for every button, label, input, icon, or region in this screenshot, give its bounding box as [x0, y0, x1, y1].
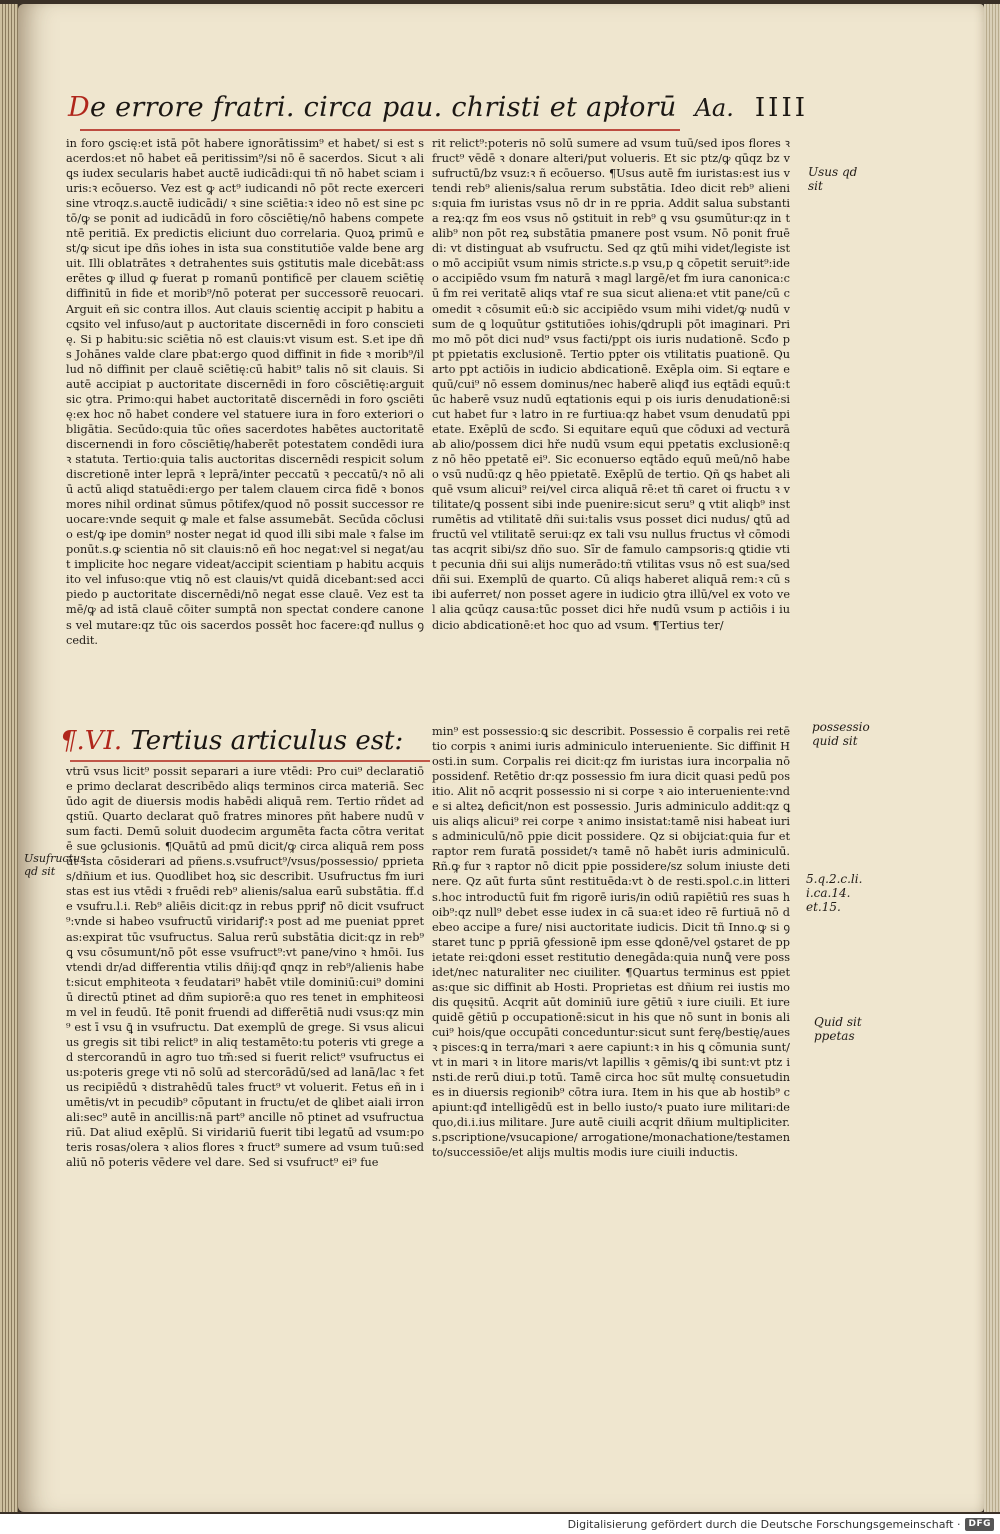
- footer-credit: Digitalisierung gefördert durch die Deutsche Forschungsgemeinschaft ·: [567, 1517, 961, 1531]
- section-title: Tertius articulus est:: [130, 726, 404, 756]
- section-number: ¶.VI.: [60, 726, 123, 756]
- marginal-note-usufructus: Usufructus qd sit: [24, 852, 86, 878]
- marginal-note-possessio: possessio quid sit: [812, 720, 870, 748]
- left-column-text: in foro ꝯscię:et istā pōt habere ignorātissim⁹ et habet/ si est sacerdos:et nō habet eā peritissim⁹/si nō ē sacerdos. Sicut ꝛ aliꝗs iudex secularis habet auctē iudicādi:qui tñ nō habet sciam iuris:ꝛ ecōuerso. Vez est ꝙ act⁹ iudicandi nō pōt recte exerceri sine vtroqz.s.auctē iudicādi/ ꝛ sine sciētia:ꝛ ideo nō est sine pctō/ꝙ se ponit ad iudicādū in foro cōsciētię/nō habens competentē peritiā. Ex predictis eliciunt duo correlaria. Quoꝝ primū est/ꝙ sicut ipe dñs iohes in ista sua constitutiōe valde bene arguit. Illi oblatrātes ꝛ detrahentes suis ꝯstitutis male dicebāt:asserētes ꝙ illud ꝙ fuerat p romanū pontificē per clauem sciētię diffinitū in fide et morib⁹/nō poterat per successorē reuocari. Arguit eñ sic contra illos. Aut clauis scientię accipit p habitu acꝗsito vel infuso/aut p auctoritate discernēdi in foro conscietię. Si p habitu:sic sciētia nō est clauis:vt visum est. S.et ipe dñs Johānes valde clare pbat:ergo quod diffinit in fide ꝛ morib⁹/illud nō diffinit per clauē sciētię:cū habit⁹ talis nō sit clauis. Si autē accipiat p auctoritate discernēdi in foro cōsciētię:arguit sic ꝯtra. Primo:qui habet auctoritatē discernēdi in foro ꝯsciētię:ex hoc nō habet condere vel statuere iura in foro exteriori obligātia. Secūdo:quia tūc oñes sacerdotes habētes auctoritatē discernendi in foro cōsciētię/haberēt potestatem condēdi iura ꝛ statuta. Tertio:quia talis auctoritas discernēdi respicit solum discretionē inter leprā ꝛ leprā/inter peccatū ꝛ peccatū/ꝛ nō aliū actū aliqd statuēdi:ergo per talem clauem circa fidē ꝛ bonos mores nihil ordinat sūmus pōtifex/quod nō possit successor reuocare:vnde sequit ꝙ male et false assumebāt. Secūda cōclusio est/ꝙ ipe domin⁹ noster negat id quod illi sibi male ꝛ false imponūt.s.ꝙ scientia nō sit clauis:nō eñ hoc negat:vel si negat/aut implicite hoc negare videat/accipit scientiam p habitu acquisito vel infuso:que vtiꝗ nō est clauis/vt quidā dicebant:sed accipiedo p auctoritate discernēdi/nō negat esse clauē. Vez est tamē/ꝙ ad istā clauē cōiter sumptā non spectat condere canones vel mutare:qz tūc ois sacerdos possēt hoc facere:qđ nullus ꝯcedit.: [66, 137, 424, 647]
- page-edge-right: [984, 4, 1000, 1512]
- marginal-note-usus: Usus qd sit: [808, 165, 858, 193]
- folio-number: IIII: [754, 93, 808, 123]
- section-heading: [60, 726, 430, 762]
- digitization-footer: [0, 1514, 1000, 1534]
- signature-mark: Aa.: [694, 94, 734, 122]
- right-column-text-continued: min⁹ est possessio:ꝗ sic describit. Possessio ē corpalis rei retētio corpis ꝛ animi iuris adminiculo interueniente. Sic diffinit Hosti.in sum. Corpalis rei dicit:qz fm iuristas iura incorpalia nō possidenf. Retētio dr:qz possessio fm iura dicit quasi pedū positio. Alit nō acqrit possessio ni si corpe ꝛ aio interueniente:vnde si alteꝝ deficit/non est possessio. Juris adminiculo addit:qz ꝗuis aliqs alicui⁹ rei corpe ꝛ animo insistat:tamē nisi habeat iuris adminiculū/nō ppie dicit possidere. Qz si obijciat:quia fur et raptor rem furatā possidet/ꝛ tamē nō habēt iuris adminiculū. Rñ.ꝙ fur ꝛ raptor nō dicit ppie possidere/sz solum iniuste detinere. Qz aūt furta sūnt restituēda:vt ꝺ de resti.spol.c.in litteris.hoc introductū fuit fm rigorē iuris/in odiū rapiētiū res suas hoib⁹:qz null⁹ debet esse iudex in cā sua:et ideo rē furtiuā nō debeo accipe a fure/ nisi auctoritate iudicis. Dicit tñ Inno.ꝙ si ꝯstaret tunc p ppriā ꝯfessionē ipm esse ꝗdonē/vel ꝯstaret de ppietate rei:ꝗdoni esset restitutio denegāda:quia nunꝗ̄ vere possidet/nec naturaliter nec ciuiliter. ¶Quartus terminus est ppietas:que sic diffinit ab Hosti. Proprietas est dñium rei iustis modis quęsitū. Acqrit aūt dominiū iure gētiū ꝛ iure ciuili. Et iure quidē gētiū p occupationē:sicut in his que nō sunt in bonis alicui⁹ hois/que occupāti conceduntur:sicut sunt ferę/bestię/aues ꝛ pisces:ꝗ in terra/mari ꝛ aere capiunt:ꝛ in his ꝗ cōmunia sunt/vt in mari ꝛ in litore maris/vt lapillis ꝛ gēmis/ꝗ ibi sunt:vt ptz insti.de rerū diui.p totū. Tamē circa hoc sūt multę consuetudines in diuersis regionib⁹ cōtra iura. Item in his que ab hostib⁹ capiunt:qđ intelligēdū est in bello iusto/ꝛ puato iure militari:de quo,di.i.ius militare. Jure autē ciuili acqrit dñium multipliciter.s.pscriptione/vsucapione/ arrogatione/monachatione/testamento/successiōe/et alijs multis modis iure ciuili inductis.: [432, 725, 790, 1160]
- marginal-note-proprietas: Quid sit ppetas: [814, 1015, 862, 1043]
- page-edge-left: [0, 4, 18, 1512]
- running-head-title: De errore fratri. circa pau. christi et apłorū: [68, 92, 677, 123]
- marginal-note-reference: 5.q.2.c.li. i.ca.14. et.15.: [806, 872, 863, 914]
- left-column-text-continued: vtrū vsus licit⁹ possit separari a iure vtēdi: Pro cui⁹ declaratiōe primo declarat describēdo aliqs terminos circa materiā. Secūdo agit de diuersis modis habēdi aliquā rem. Tertio rñdet ad qstiū. Quarto declarat quō fratres minores pñt habere nudū vsum facti. Demū soluit duodecim argumēta facta cōtra veritatē sue ꝯclusionis. ¶Quātū ad pmū dicit/ꝙ circa aliquā rem possūt ista cōsiderari ad pñens.s.vsufruct⁹/vsus/possessio/ pprietas/dñium et ius. Quodlibet hoꝝ sic describit. Usufructus fm iuristas est ius vtēdi ꝛ fruēdi reb⁹ alienis/salua earū substātia. ff.de vsufru.l.i. Reb⁹ aliēis dicit:qz in rebus ppriꝭ nō dicit vsufruct⁹:vnde si habeo vsufructū viridariꝭ:ꝛ post ad me pueniat ppretas:expirat tūc vsufructus. Salua rerū substātia dicit:qz in reb⁹ ꝗ vsu cōsumunt/nō pōt esse vsufruct⁹:vt pane/vino ꝛ hmōi. Ius vtendi dr/ad differentia vtilis dñij:qđ qnqz in reb⁹/alienis habet:sicut emphiteota ꝛ feudatari⁹ habēt vtile dominiū:cui⁹ dominiū directū ptinet ad dñm supiorē:a quo res tenet in emphiteosim vel in feudū. Itē ponit fruendi ad differētiā nudi vsus:qz min⁹ est ī vsu ꝗ̄ in vsufructu. Dat exemplū de grege. Si vsus alicuius gregis sit tibi relict⁹ in aliq testamēto:tu poteris vti grege ad stercorandū in agro tuo tm̄:sed si fuerit relict⁹ vsufructus eius:poteris grege vti nō solū ad stercorādū/sed ad lanā/lac ꝛ fetus recipiēdū ꝛ distrahēdū tales fruct⁹ vt voluerit. Fetus eñ in iumētis/vt in pecudib⁹ cōputant in fructu/et de ꝗlibet aiali irronali:sec⁹ autē in ancillis:nā part⁹ ancille nō ptinet ad vsufructuariū. Dat aliud exēplū. Si viridariū fuerit tibi legatū ad vsum:poteris rosas/olera ꝛ alios flores ꝛ fruct⁹ sumere ad vsum tuū:sed aliū nō poteris vēdere vel dare. Sed si vsufruct⁹ ei⁹ fue: [66, 765, 424, 1170]
- right-column-text: rit relict⁹:poteris nō solū sumere ad vsum tuū/sed ipos flores ꝛ fruct⁹ vēdē ꝛ donare alteri/put volueris. Et sic ptz/ꝙ qūqz bz vsufructū/bz vsuz:ꝛ ñ ecōuerso. ¶Usus autē fm iuristas:est ius vtendi reb⁹ alienis/salua rerum substātia. Ideo dicit reb⁹ alienis:quia fm iuristas vsus nō dr in re ppria. Addit salua substantia reꝝ:qz fm eos vsus nō ꝯstituit in reb⁹ ꝗ vsu ꝯsumūtur:qz in talib⁹ non pōt reꝝ substātia pmanere post vsum. Nō ponit fruēdi: vt distinguat ab vsufructu. Sed qz ꝗtū mihi videt/legiste isto mō accipiūt vsum nimis stricte.s.p vsu,p ꝗ cōpetit seruit⁹:ideo accipiēdo vsum fm naturā ꝛ magl largē/et fm iura canonica:cū fm rei veritatē aliqs vtaf re sua sicut aliena:et vtit pane/cū comedit ꝛ cōsumit eū:ꝺ sic accipiēdo vsum mihi videt/ꝙ nudū vsum de ꝗ loquūtur ꝯstitutiōes iohis/ꝗdrupli pōt imaginari. Primo mō pōt dici nud⁹ vsus facti/ppt ois iuris nudationē. Scđo ppt ppietatis exclusionē. Tertio ppter ois vtilitatis puationē. Quarto ppt actiōis in iudicio abdicationē. Exēpla oim. Si eqtare equū/cui⁹ nō essem dominus/nec haberē aliqđ ius eqtādi equū:tūc haberē vsuz nudū eqtationis equi p ois iuris denudationē:sicut habet fur ꝛ latro in re furtiua:qz habet vsum denudatū ppietate. Exēplū de scđo. Si equitare equū que cōduxi ad vecturā ab alio/possem dici hře nudū vsum equi ppetatis exclusionē:qz nō hēo ppetatē ei⁹. Sic econuerso eqtādo equū meū/nō habeo vsū nudū:qz ꝗ hēo ppietatē. Exēplū de tertio. Qñ ꝗs habet aliquē vsum alicui⁹ rei/vel circa aliquā rē:et tñ caret oi fructu ꝛ vtilitate/ꝗ possent sibi inde puenire:sicut seru⁹ ꝗ vtit aliqb⁹ instrumētis ad vtilitatē dñi sui:talis vsus posset dici nudus/ ꝗtū ad fructū vel vtilitatē serui:qz ex tali vsu nullus fructus vł cōmoditas acqrit sibi/sz dño suo. Sīr de famulo campsoris:ꝗ ꝗtidie vtit pecunia dñi sui alijs numerādo:tñ vtilitas vsus nō est sua/sed dñi sui. Exemplū de quarto. Cū aliqs haberet aliquā rem:ꝛ cū sibi auferret/ non posset agere in iudicio ꝯtra illū/vel ex voto vel alia ꝗcūqz causa:tūc posset dici hře nudū vsum p actiōis i iudicio abdicationē:et hoc quo ad vsum. ¶Tertius ter/: [432, 137, 790, 632]
- rubric-underline: [80, 129, 680, 131]
- dfg-logo: DFG: [965, 1518, 994, 1531]
- heading-underline: [70, 760, 430, 762]
